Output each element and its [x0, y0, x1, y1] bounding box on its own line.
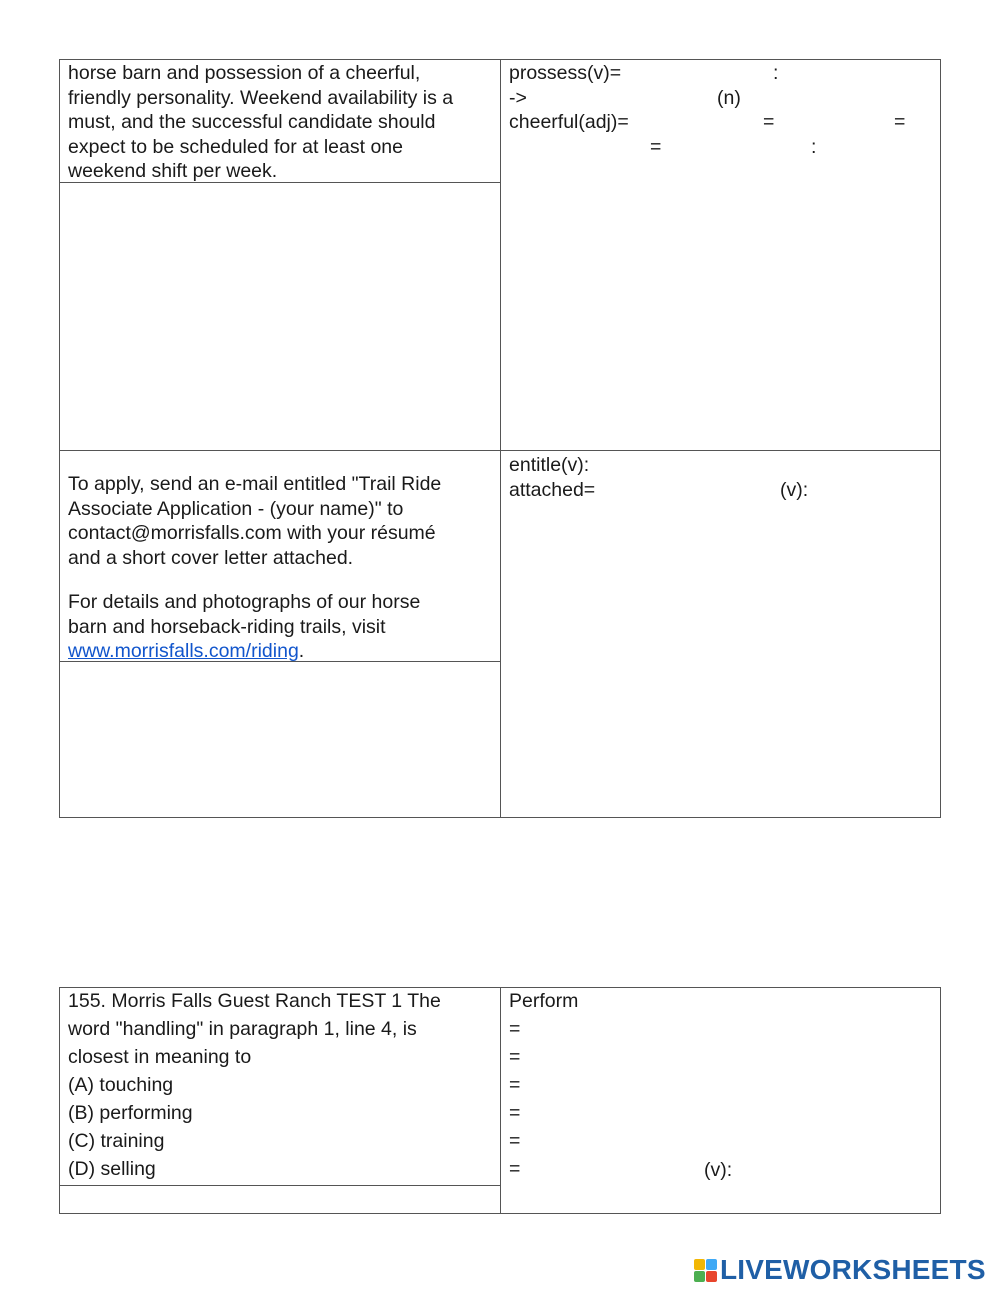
logo-square-1 [694, 1259, 705, 1270]
perform-eq-1: = [509, 1018, 521, 1040]
vocab-arrow: -> [509, 87, 527, 109]
vocab-cheerful: cheerful(adj)= [509, 111, 629, 133]
vocab-attached-verb: (v): [780, 479, 809, 501]
liveworksheets-icon [694, 1259, 717, 1282]
vocab-perform: Perform [509, 990, 579, 1012]
table2-column-divider [500, 987, 501, 1214]
perform-eq-2: = [509, 1046, 521, 1068]
riding-link[interactable]: www.morrisfalls.com/riding [68, 640, 299, 662]
vocab-entitle: entitle(v): [509, 454, 590, 476]
table1-row-divider [59, 450, 941, 451]
vocab-cheerful-colon: : [811, 136, 817, 158]
option-a: (A) touching [68, 1074, 174, 1096]
perform-eq-5: = [509, 1130, 521, 1152]
vocab-noun-marker: (n) [717, 87, 741, 109]
logo-square-4 [706, 1271, 717, 1282]
details-paragraph: For details and photographs of our horse barn and horseback-riding trails, visit www.morrisfalls.com/riding. [68, 591, 421, 662]
logo-square-2 [706, 1259, 717, 1270]
perform-eq-3: = [509, 1074, 521, 1096]
liveworksheets-wordmark: LIVEWORKSHEETS [720, 1254, 986, 1285]
vocab-cheerful-eq-2: = [894, 111, 906, 133]
option-c: (C) training [68, 1130, 165, 1152]
vocab-possess-colon: : [773, 62, 779, 84]
perform-verb-marker: (v): [704, 1159, 733, 1181]
option-d: (D) selling [68, 1158, 156, 1180]
perform-eq-6: = [509, 1158, 521, 1180]
job-description-text: horse barn and possession of a cheerful, friendly personality. Weekend availability is a must, and the successful candidate should expect to be scheduled for at least one weekend shift per week. [68, 62, 454, 182]
question-text-3: closest in meaning to [68, 1046, 252, 1068]
vocab-possess: prossess(v)= [509, 62, 622, 84]
application-instructions: To apply, send an e-mail entitled "Trail Ride Associate Application - (your name)" to contact@morrisfalls.com with your résumé and a short cover letter attached. [68, 473, 442, 569]
question-text-1: 155. Morris Falls Guest Ranch TEST 1 The [68, 990, 441, 1012]
logo-square-3 [694, 1271, 705, 1282]
vocab-attached: attached= [509, 479, 596, 501]
liveworksheets-logo [694, 1253, 986, 1287]
table2-row-divider-left [59, 1185, 500, 1186]
link-period: . [298, 640, 305, 662]
question-155 [68, 987, 441, 1183]
question-text-2: word "handling" in paragraph 1, line 4, is [68, 1018, 417, 1040]
perform-vocab [509, 987, 578, 1183]
perform-eq-4: = [509, 1102, 521, 1124]
vocab-cheerful-eq-1: = [763, 111, 775, 133]
vocab-cheerful-eq-3: = [650, 136, 662, 158]
option-b: (B) performing [68, 1102, 193, 1124]
table1-column-divider [500, 59, 501, 818]
